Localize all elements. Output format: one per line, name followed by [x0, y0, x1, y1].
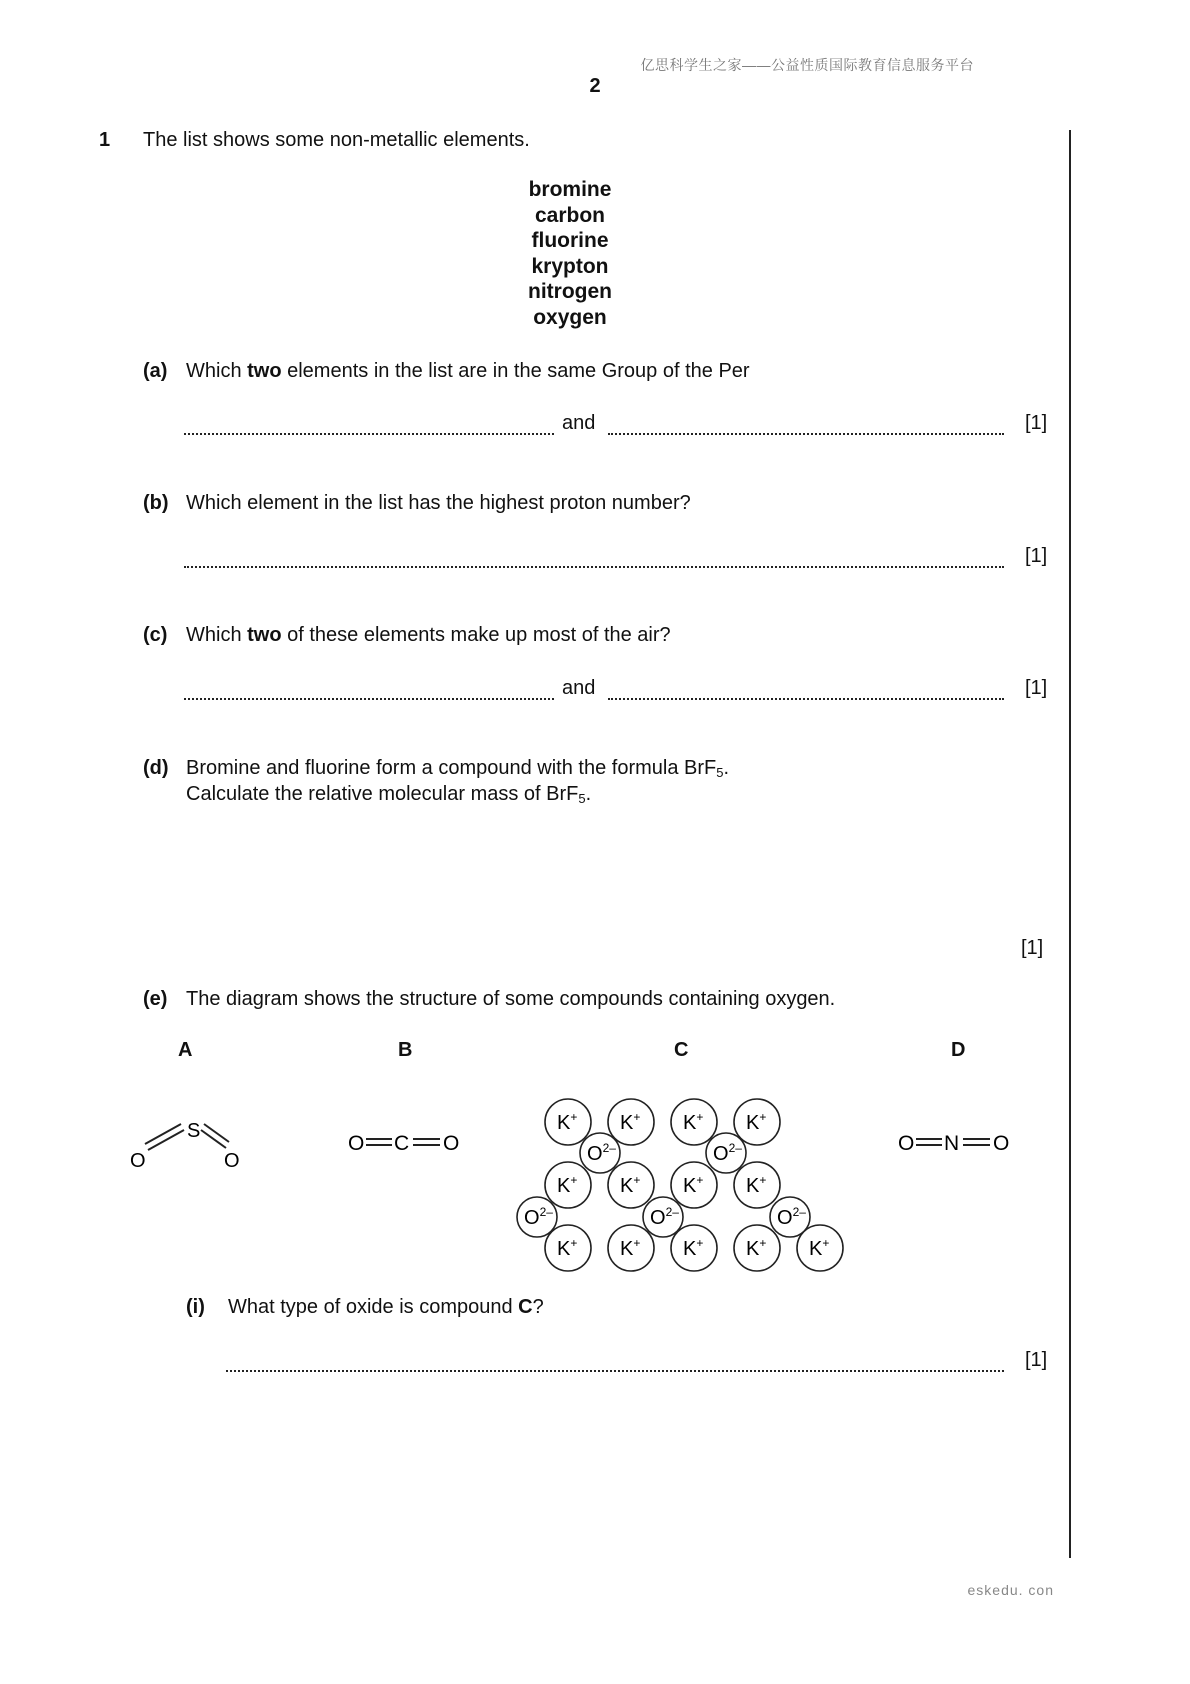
atom-symbol: N — [944, 1132, 960, 1155]
part-d-line2: Calculate the relative molecular mass of BrF$_5$. — [186, 783, 592, 806]
answer-line-c2[interactable] — [608, 698, 1004, 700]
element-item: krypton — [531, 254, 609, 278]
compound-label-b: B — [398, 1039, 413, 1061]
k-ion — [608, 1162, 654, 1208]
marks-a: [1] — [1025, 412, 1048, 434]
atom-symbol: O — [348, 1132, 365, 1155]
atom-symbol: O — [130, 1150, 146, 1172]
part-c-connector: and — [562, 677, 596, 699]
o2-ion — [580, 1133, 620, 1173]
o2-ion — [706, 1133, 746, 1173]
k-ion — [734, 1225, 780, 1271]
oxide-structures-diagram — [100, 1080, 1060, 1280]
element-list — [480, 177, 660, 331]
o2-ion-label: $O^{2-}$ — [777, 1205, 806, 1229]
compound-label-a: A — [178, 1039, 193, 1061]
k-ion — [797, 1225, 843, 1271]
o2-ion — [517, 1197, 557, 1237]
part-a-connector: and — [562, 412, 596, 434]
atom-symbol: O — [898, 1132, 915, 1155]
o2-ion-label: $O^{2-}$ — [524, 1205, 553, 1229]
element-item: oxygen — [533, 305, 607, 329]
atom-symbol: S — [187, 1120, 201, 1142]
marks-b: [1] — [1025, 545, 1048, 567]
part-e-text: The diagram shows the structure of some compounds containing oxygen. — [186, 988, 836, 1010]
atom-symbol: C — [394, 1132, 410, 1155]
compound-d-structure — [898, 1132, 1009, 1155]
k-ion-label: K+ — [746, 1236, 767, 1260]
k-ion — [734, 1162, 780, 1208]
part-c-text: Which two of these elements make up most of the air? — [186, 624, 671, 646]
answer-line-b[interactable] — [184, 566, 1004, 568]
question-intro: The list shows some non-metallic elements. — [143, 129, 530, 151]
k-ion — [545, 1162, 591, 1208]
element-item: carbon — [534, 203, 605, 227]
k-ion-label: K+ — [683, 1110, 704, 1134]
header-note: 亿思科学生之家——公益性质国际教育信息服务平台 — [640, 57, 974, 73]
part-e-label: (e) — [143, 988, 168, 1010]
part-d-line1: Bromine and fluorine form a compound with the formula BrF$_5$. — [186, 757, 730, 780]
question-number: 1 — [99, 129, 111, 151]
k-ion-label: K+ — [809, 1236, 830, 1260]
element-item: nitrogen — [528, 280, 612, 304]
k-ion — [545, 1225, 591, 1271]
answer-line-e-i[interactable] — [226, 1370, 1004, 1372]
answer-line-c1[interactable] — [184, 698, 554, 700]
marks-d: [1] — [1021, 937, 1044, 959]
compound-b-structure — [348, 1132, 459, 1155]
k-ion-label: K+ — [620, 1236, 641, 1260]
part-d-label: (d) — [143, 757, 169, 779]
k-ion — [734, 1099, 780, 1145]
k-ion-label: K+ — [557, 1173, 578, 1197]
element-item: bromine — [528, 178, 612, 201]
answer-line-a2[interactable] — [608, 433, 1004, 435]
k-ion — [671, 1225, 717, 1271]
margin-line — [1069, 130, 1071, 1558]
k-ion-label: K+ — [620, 1173, 641, 1197]
part-a-text: Which two elements in the list are in the same Group of the Per — [186, 360, 750, 382]
answer-line-a1[interactable] — [184, 433, 554, 435]
part-b-text: Which element in the list has the highest proton number? — [186, 492, 691, 514]
marks-c: [1] — [1025, 677, 1048, 699]
k-ion — [671, 1099, 717, 1145]
compound-label-d: D — [951, 1039, 966, 1061]
o2-ion — [643, 1197, 683, 1237]
part-a-label: (a) — [143, 360, 168, 382]
compound-c-structure — [517, 1099, 843, 1271]
atom-symbol: O — [224, 1150, 240, 1172]
k-ion — [671, 1162, 717, 1208]
part-c-label: (c) — [143, 624, 168, 646]
compound-a-structure — [130, 1120, 240, 1172]
sub-i-label: (i) — [186, 1296, 205, 1318]
sub-i-text: What type of oxide is compound C? — [228, 1296, 544, 1318]
o2-ion-label: $O^{2-}$ — [650, 1205, 679, 1229]
k-ion-label: K+ — [746, 1110, 767, 1134]
k-ion-label: K+ — [557, 1110, 578, 1134]
k-ion-label: K+ — [557, 1236, 578, 1260]
o2-ion-label: $O^{2-}$ — [587, 1141, 616, 1165]
k-ion — [608, 1099, 654, 1145]
o2-ion-label: $O^{2-}$ — [713, 1141, 742, 1165]
element-item: fluorine — [531, 229, 609, 253]
footer-watermark: eskedu. con — [967, 1582, 1054, 1598]
compound-label-c: C — [674, 1039, 689, 1061]
atom-symbol: O — [993, 1132, 1010, 1155]
part-b-label: (b) — [143, 492, 169, 514]
k-ion-label: K+ — [620, 1110, 641, 1134]
k-ion-label: K+ — [683, 1173, 704, 1197]
k-ion-label: K+ — [746, 1173, 767, 1197]
atom-symbol: O — [443, 1132, 460, 1155]
marks-e-i: [1] — [1025, 1349, 1048, 1371]
k-ion — [545, 1099, 591, 1145]
page-number: 2 — [589, 75, 601, 97]
k-ion — [608, 1225, 654, 1271]
k-ion-label: K+ — [683, 1236, 704, 1260]
